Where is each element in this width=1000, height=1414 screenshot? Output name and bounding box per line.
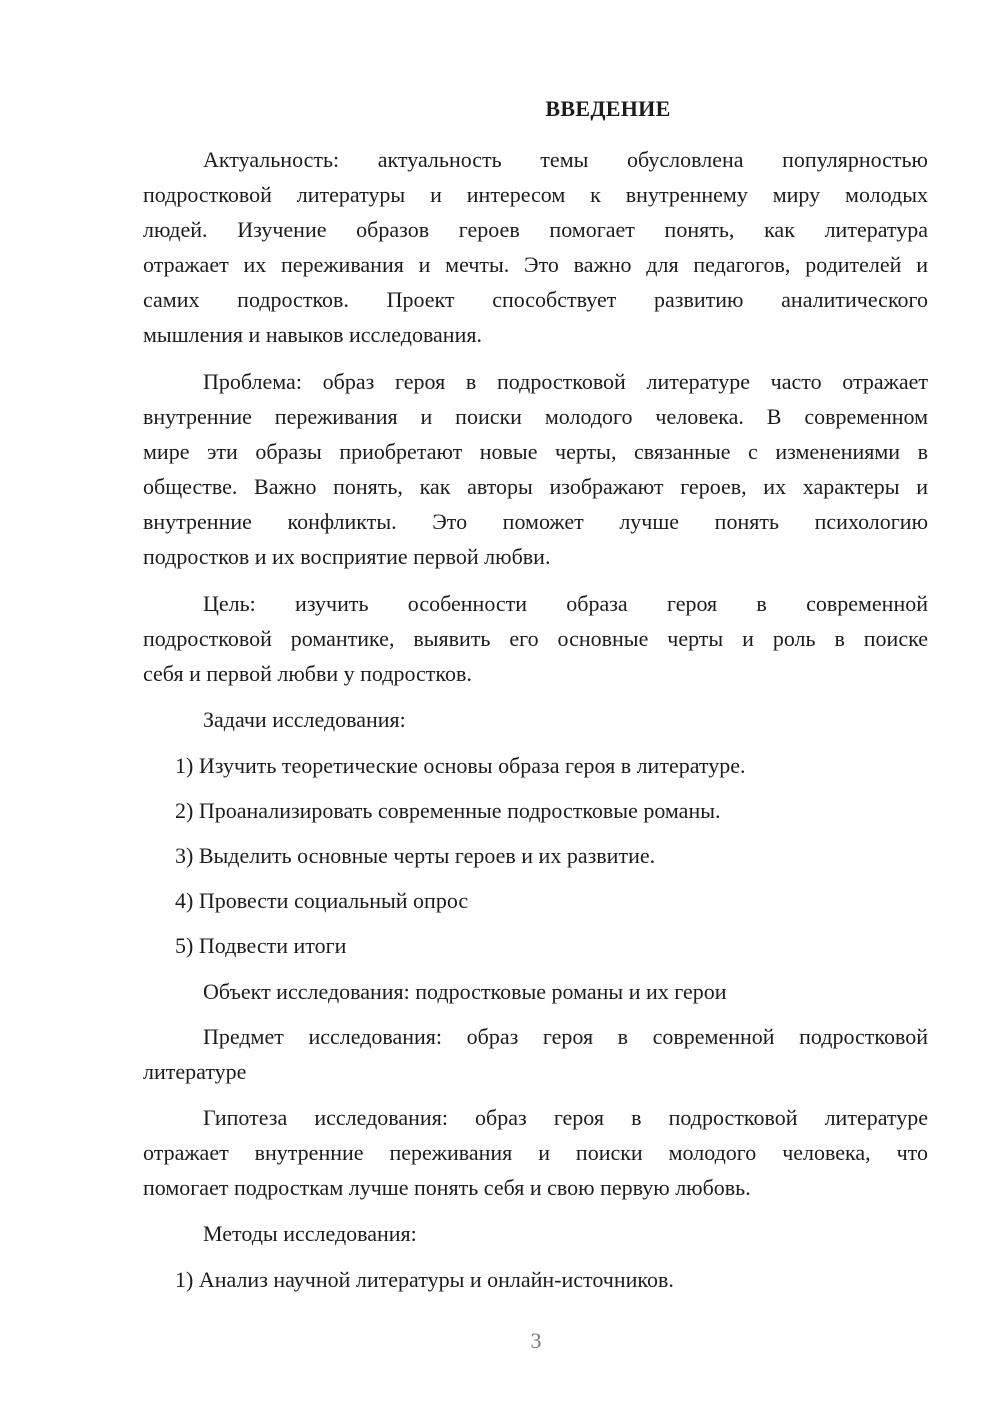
hypothesis-paragraph: [143, 1100, 928, 1205]
text-line: мире эти образы приобретают новые черты, связанные с изменениями в: [143, 439, 928, 464]
page-number: 3: [530, 1328, 542, 1353]
problem-paragraph: [143, 364, 928, 574]
tasks-heading: [143, 702, 928, 737]
task-item: 1) Изучить теоретические основы образа героя в литературе.: [175, 753, 746, 778]
relevance-paragraph: [143, 142, 928, 352]
text-line: людей. Изучение образов героев помогает понять, как литература: [143, 217, 928, 242]
task-item: 2) Проанализировать современные подростковые романы.: [175, 798, 721, 823]
text-line: отражает внутренние переживания и поиски молодого человека, что: [143, 1140, 928, 1165]
text-line: обществе. Важно понять, как авторы изображают героев, их характеры и: [143, 474, 928, 499]
text-line: внутренние конфликты. Это поможет лучше понять психологию: [143, 509, 928, 534]
text-line: подростковой романтике, выявить его основные черты и роль в поиске: [143, 626, 928, 651]
method-item: 1) Анализ научной литературы и онлайн-источников.: [175, 1267, 674, 1292]
task-item: 5) Подвести итоги: [175, 933, 347, 958]
text-line: мышления и навыков исследования.: [143, 322, 482, 347]
text-line: подростков и их восприятие первой любви.: [143, 544, 551, 569]
text-line: Проблема: образ героя в подростковой литературе часто отражает: [203, 369, 928, 394]
text-line: Актуальность: актуальность темы обусловлена популярностью: [203, 147, 928, 172]
methods-heading: [143, 1216, 928, 1251]
text-line: литературе: [143, 1059, 247, 1084]
text-line: Цель: изучить особенности образа героя в современной: [203, 591, 928, 616]
methods-heading-text: Методы исследования:: [203, 1221, 417, 1246]
goal-paragraph: [143, 586, 928, 691]
text-line: Предмет исследования: образ героя в современной подростковой: [203, 1024, 928, 1049]
text-line: подростковой литературы и интересом к внутреннему миру молодых: [143, 182, 928, 207]
text-line: себя и первой любви у подростков.: [143, 661, 472, 686]
task-item: 3) Выделить основные черты героев и их развитие.: [175, 843, 656, 868]
text-line: помогает подросткам лучше понять себя и свою первую любовь.: [143, 1175, 751, 1200]
text-line: Гипотеза исследования: образ героя в подростковой литературе: [203, 1105, 928, 1130]
text-line: отражает их переживания и мечты. Это важно для педагогов, родителей и: [143, 252, 928, 277]
page-title: ВВЕДЕНИЕ: [545, 96, 671, 121]
object-paragraph: [143, 974, 928, 1009]
text-line: Объект исследования: подростковые романы и их герои: [203, 979, 727, 1004]
tasks-heading-text: Задачи исследования:: [203, 707, 406, 732]
text-line: внутренние переживания и поиски молодого человека. В современном: [143, 404, 928, 429]
text-line: самих подростков. Проект способствует развитию аналитического: [143, 287, 928, 312]
subject-paragraph: [143, 1019, 928, 1089]
task-item: 4) Провести социальный опрос: [175, 888, 469, 913]
